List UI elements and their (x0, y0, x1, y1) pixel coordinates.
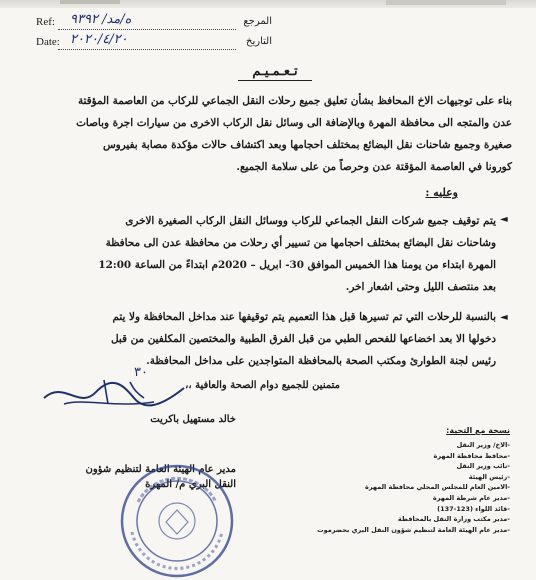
official-stamp (118, 462, 236, 580)
signer-name: خالد مستهيل باكريت (150, 414, 236, 425)
intro-line: صغيرة وجميع شاحنات نقل البضائع بمختلف احجامها وبعد اكتشاف حالات مؤكدة مصابة بفيروس (102, 139, 512, 151)
title-underline (238, 80, 312, 81)
item-line: بالنسبة للرحلات التي تم تسيرها قبل هذا التعميم يتم توقيفها عند مداخل المحافظة ولا يتم (112, 311, 496, 323)
date-dotted-line (58, 49, 236, 50)
signer-title-line: النقل البري م/ المهرة (145, 479, 236, 490)
cc-item: -الاخ/ وزير النقل (456, 441, 510, 449)
cc-item: -رئيس الهيئة (468, 472, 510, 481)
cc-item: -محافظ محافظة المهرة (433, 451, 510, 460)
top-paper-strip (0, 0, 536, 8)
item-line: بعد منتصف الليل وحتى اشعار اخر. (345, 281, 496, 293)
handwritten-signature (34, 358, 194, 418)
reference-row (36, 12, 272, 32)
signature-note: ٣٠ (134, 365, 148, 380)
item-line: يتم توقيف جميع شركات النقل الجماعي للركاب ووسائل النقل الركاب الصغيرة الاخرى (125, 215, 496, 227)
intro-line: بناء على توجيهات الاخ المحافظ بشأن تعليق جميع رحلات النقل الجماعي للركاب من العاصمة المؤقتة (77, 95, 512, 107)
reference-block (36, 12, 272, 54)
bullet-arrow-icon: ◄ (500, 214, 508, 225)
cc-item: -نائب وزير النقل (456, 462, 510, 471)
intro-line: عدن والمتجه الى محافظة المهرة وبالإضافة الى وسائل نقل الركاب الاخرى من سيارات اجرة وباصات (76, 117, 512, 129)
date-label-arabic: التاريخ (246, 36, 272, 47)
item-line: دخولها الا بعد اخضاعها للفحص الطبي من قبل الفرق الطبية والمختصين المكلفين من قبل (111, 333, 496, 345)
intro-line: كورونا في العاصمة المؤقتة عدن وحرصاً من على سلامة الجميع. (236, 161, 512, 173)
cc-item: -الامين العام للمجلس المحلي محافظة المهرة (365, 483, 510, 492)
date-label: Date: (36, 36, 60, 48)
ref-dotted-line (58, 29, 236, 30)
instruction-item-1 (41, 210, 496, 298)
cc-item: -مدير عام شرطة المهرة (432, 493, 510, 502)
date-row (36, 32, 272, 52)
strip-shadow (60, 0, 120, 4)
item-line: وشاحنات نقل البضائع بمختلف احجامها من تسيير أي رحلات من محافظة عدن الى محافظة (105, 237, 496, 249)
strip-shadow (386, 0, 506, 5)
signer-title-line: مدير عام الهيئة العامة لتنظيم شؤون (85, 464, 236, 475)
ref-label: Ref: (36, 16, 55, 28)
document-title: تـعـمـيـم (252, 64, 298, 79)
cc-item: -مدير عام الهيئة العامة لتنظيم شؤون النقل البري بحضرموت (317, 525, 510, 534)
cc-item: -مدير مكتب وزارة النقل بالمحافظة (397, 515, 510, 524)
bullet-arrow-icon: ◄ (500, 312, 508, 323)
cc-list (300, 440, 510, 535)
item-line: رئيس لجنة الطوارئ ومكتب الصحة بالمحافظة المتواجدين على مداخل المحافظة. (146, 355, 496, 367)
ref-value: ه/مد/ ٩٣٩٢ (70, 12, 132, 27)
cc-heading: نسخة مع التحية: (446, 426, 510, 435)
ref-label-arabic: المرجع (243, 16, 272, 27)
date-value: ٢٠٢٠/٤/٢٠ (70, 32, 128, 47)
section-heading: وعليه : (425, 186, 458, 199)
intro-paragraph (22, 90, 512, 178)
item-line: المهرة ابتداء من يومنا هذا الخميس الموافق 30- ابريل – 2020م ابتداءً من الساعة 12:00 (98, 259, 496, 271)
cc-item: -قائد اللواء (123-137) (437, 504, 510, 513)
closing-line: متمنين للجميع دوام الصحة والعافية ،، (185, 380, 340, 391)
